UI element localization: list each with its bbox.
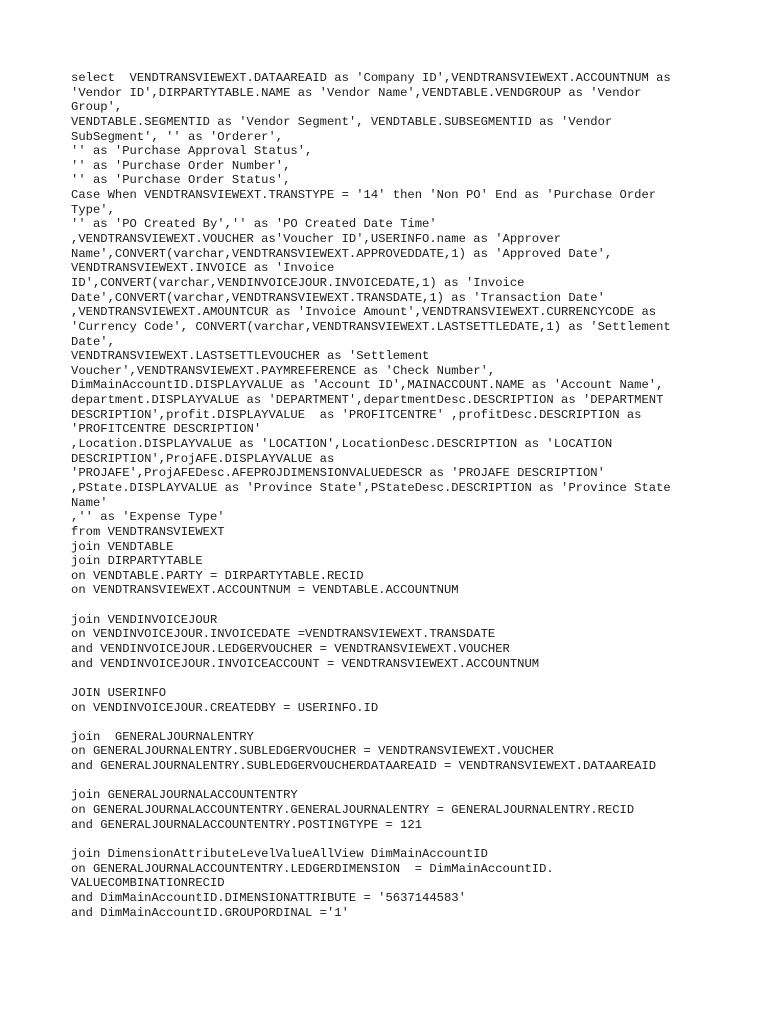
code-line: join DIRPARTYTABLE (71, 554, 203, 569)
code-line: join GENERALJOURNALACCOUNTENTRY (71, 788, 298, 803)
code-line: Voucher',VENDTRANSVIEWEXT.PAYMREFERENCE as 'Check Number', (71, 363, 496, 378)
code-line: from VENDTRANSVIEWEXT (71, 524, 225, 539)
code-line: and DimMainAccountID.GROUPORDINAL ='1' (71, 905, 349, 920)
code-line: select VENDTRANSVIEWEXT.DATAAREAID as 'Company ID',VENDTRANSVIEWEXT.ACCOUNTNUM as (71, 71, 671, 85)
code-line (71, 715, 701, 730)
code-line: DESCRIPTION',profit.DISPLAYVALUE as 'PROFITCENTRE' ,profitDesc.DESCRIPTION as (71, 407, 642, 422)
code-line: and VENDINVOICEJOUR.LEDGERVOUCHER = VENDTRANSVIEWEXT.VOUCHER (71, 641, 510, 656)
code-line: join VENDTABLE (71, 539, 174, 554)
code-line: and GENERALJOURNALENTRY.SUBLEDGERVOUCHERDATAAREAID = VENDTRANSVIEWEXT.DATAAREAID (71, 759, 657, 774)
code-line: ,'' as 'Expense Type' (71, 510, 225, 525)
code-line: ,VENDTRANSVIEWEXT.AMOUNTCUR as 'Invoice Amount',VENDTRANSVIEWEXT.CURRENCYCODE as (71, 305, 657, 320)
code-line: ID',CONVERT(varchar,VENDINVOICEJOUR.INVOICEDATE,1) as 'Invoice (71, 275, 525, 290)
code-line: on GENERALJOURNALACCOUNTENTRY.GENERALJOURNALENTRY = GENERALJOURNALENTRY.RECID (71, 803, 635, 818)
code-line: 'Currency Code', CONVERT(varchar,VENDTRANSVIEWEXT.LASTSETTLEDATE,1) as 'Settlement (71, 319, 671, 334)
code-line: 'PROFITCENTRE DESCRIPTION' (71, 422, 262, 437)
code-line: department.DISPLAYVALUE as 'DEPARTMENT',departmentDesc.DESCRIPTION as 'DEPARTMENT (71, 393, 664, 408)
code-line: Case When VENDTRANSVIEWEXT.TRANSTYPE = '14' then 'Non PO' End as 'Purchase Order (71, 188, 657, 203)
code-line: VENDTRANSVIEWEXT.INVOICE as 'Invoice (71, 261, 335, 276)
code-line (71, 671, 701, 686)
code-line: ,PState.DISPLAYVALUE as 'Province State',PStateDesc.DESCRIPTION as 'Province State (71, 480, 671, 495)
code-line: VENDTRANSVIEWEXT.LASTSETTLEVOUCHER as 'Settlement (71, 349, 430, 364)
code-line: '' as 'Purchase Approval Status', (71, 144, 313, 159)
code-line: and GENERALJOURNALACCOUNTENTRY.POSTINGTYPE = 121 (71, 817, 423, 832)
code-line: join DimensionAttributeLevelValueAllView DimMainAccountID (71, 846, 488, 861)
code-line: 'PROJAFE',ProjAFEDesc.AFEPROJDIMENSIONVALUEDESCR as 'PROJAFE DESCRIPTION' (71, 466, 605, 481)
code-line: join VENDINVOICEJOUR (71, 612, 218, 627)
code-line (71, 832, 701, 847)
code-line: '' as 'Purchase Order Status', (71, 173, 291, 188)
code-line: ,VENDTRANSVIEWEXT.VOUCHER as'Voucher ID',USERINFO.name as 'Approver (71, 232, 562, 247)
code-line: VALUECOMBINATIONRECID (71, 876, 225, 891)
code-line: DESCRIPTION',ProjAFE.DISPLAYVALUE as (71, 451, 335, 466)
code-line: on VENDTRANSVIEWEXT.ACCOUNTNUM = VENDTABLE.ACCOUNTNUM (71, 583, 459, 598)
code-line: '' as 'Purchase Order Number', (71, 158, 291, 173)
code-line: Name' (71, 495, 108, 510)
code-line: on VENDINVOICEJOUR.CREATEDBY = USERINFO.ID (71, 700, 379, 715)
code-line: join GENERALJOURNALENTRY (71, 729, 254, 744)
code-line: Type', (71, 202, 115, 217)
code-line: ,Location.DISPLAYVALUE as 'LOCATION',LocationDesc.DESCRIPTION as 'LOCATION (71, 437, 613, 452)
code-line (71, 774, 701, 789)
code-line: on VENDINVOICEJOUR.INVOICEDATE =VENDTRANSVIEWEXT.TRANSDATE (71, 627, 496, 642)
code-line: SubSegment', '' as 'Orderer', (71, 129, 284, 144)
code-line: Date',CONVERT(varchar,VENDTRANSVIEWEXT.TRANSDATE,1) as 'Transaction Date' (71, 290, 605, 305)
code-line: and VENDINVOICEJOUR.INVOICEACCOUNT = VENDTRANSVIEWEXT.ACCOUNTNUM (71, 656, 540, 671)
code-line (71, 598, 701, 613)
code-line: on GENERALJOURNALACCOUNTENTRY.LEDGERDIMENSION = DimMainAccountID. (71, 861, 554, 876)
sql-query-text (71, 71, 701, 920)
code-line: JOIN USERINFO (71, 685, 167, 700)
code-line: 'Vendor ID',DIRPARTYTABLE.NAME as 'Vendor Name',VENDTABLE.VENDGROUP as 'Vendor (71, 85, 642, 100)
code-line: DimMainAccountID.DISPLAYVALUE as 'Account ID',MAINACCOUNT.NAME as 'Account Name', (71, 378, 664, 393)
code-line: '' as 'PO Created By','' as 'PO Created Date Time' (71, 217, 437, 232)
code-line: on GENERALJOURNALENTRY.SUBLEDGERVOUCHER = VENDTRANSVIEWEXT.VOUCHER (71, 744, 554, 759)
code-line: Group', (71, 100, 123, 115)
code-line: Date', (71, 334, 115, 349)
code-line: and DimMainAccountID.DIMENSIONATTRIBUTE = '5637144583' (71, 890, 466, 905)
code-line: VENDTABLE.SEGMENTID as 'Vendor Segment', VENDTABLE.SUBSEGMENTID as 'Vendor (71, 114, 613, 129)
code-line: on VENDTABLE.PARTY = DIRPARTYTABLE.RECID (71, 568, 364, 583)
code-line: Name',CONVERT(varchar,VENDTRANSVIEWEXT.APPROVEDDATE,1) as 'Approved Date', (71, 246, 613, 261)
